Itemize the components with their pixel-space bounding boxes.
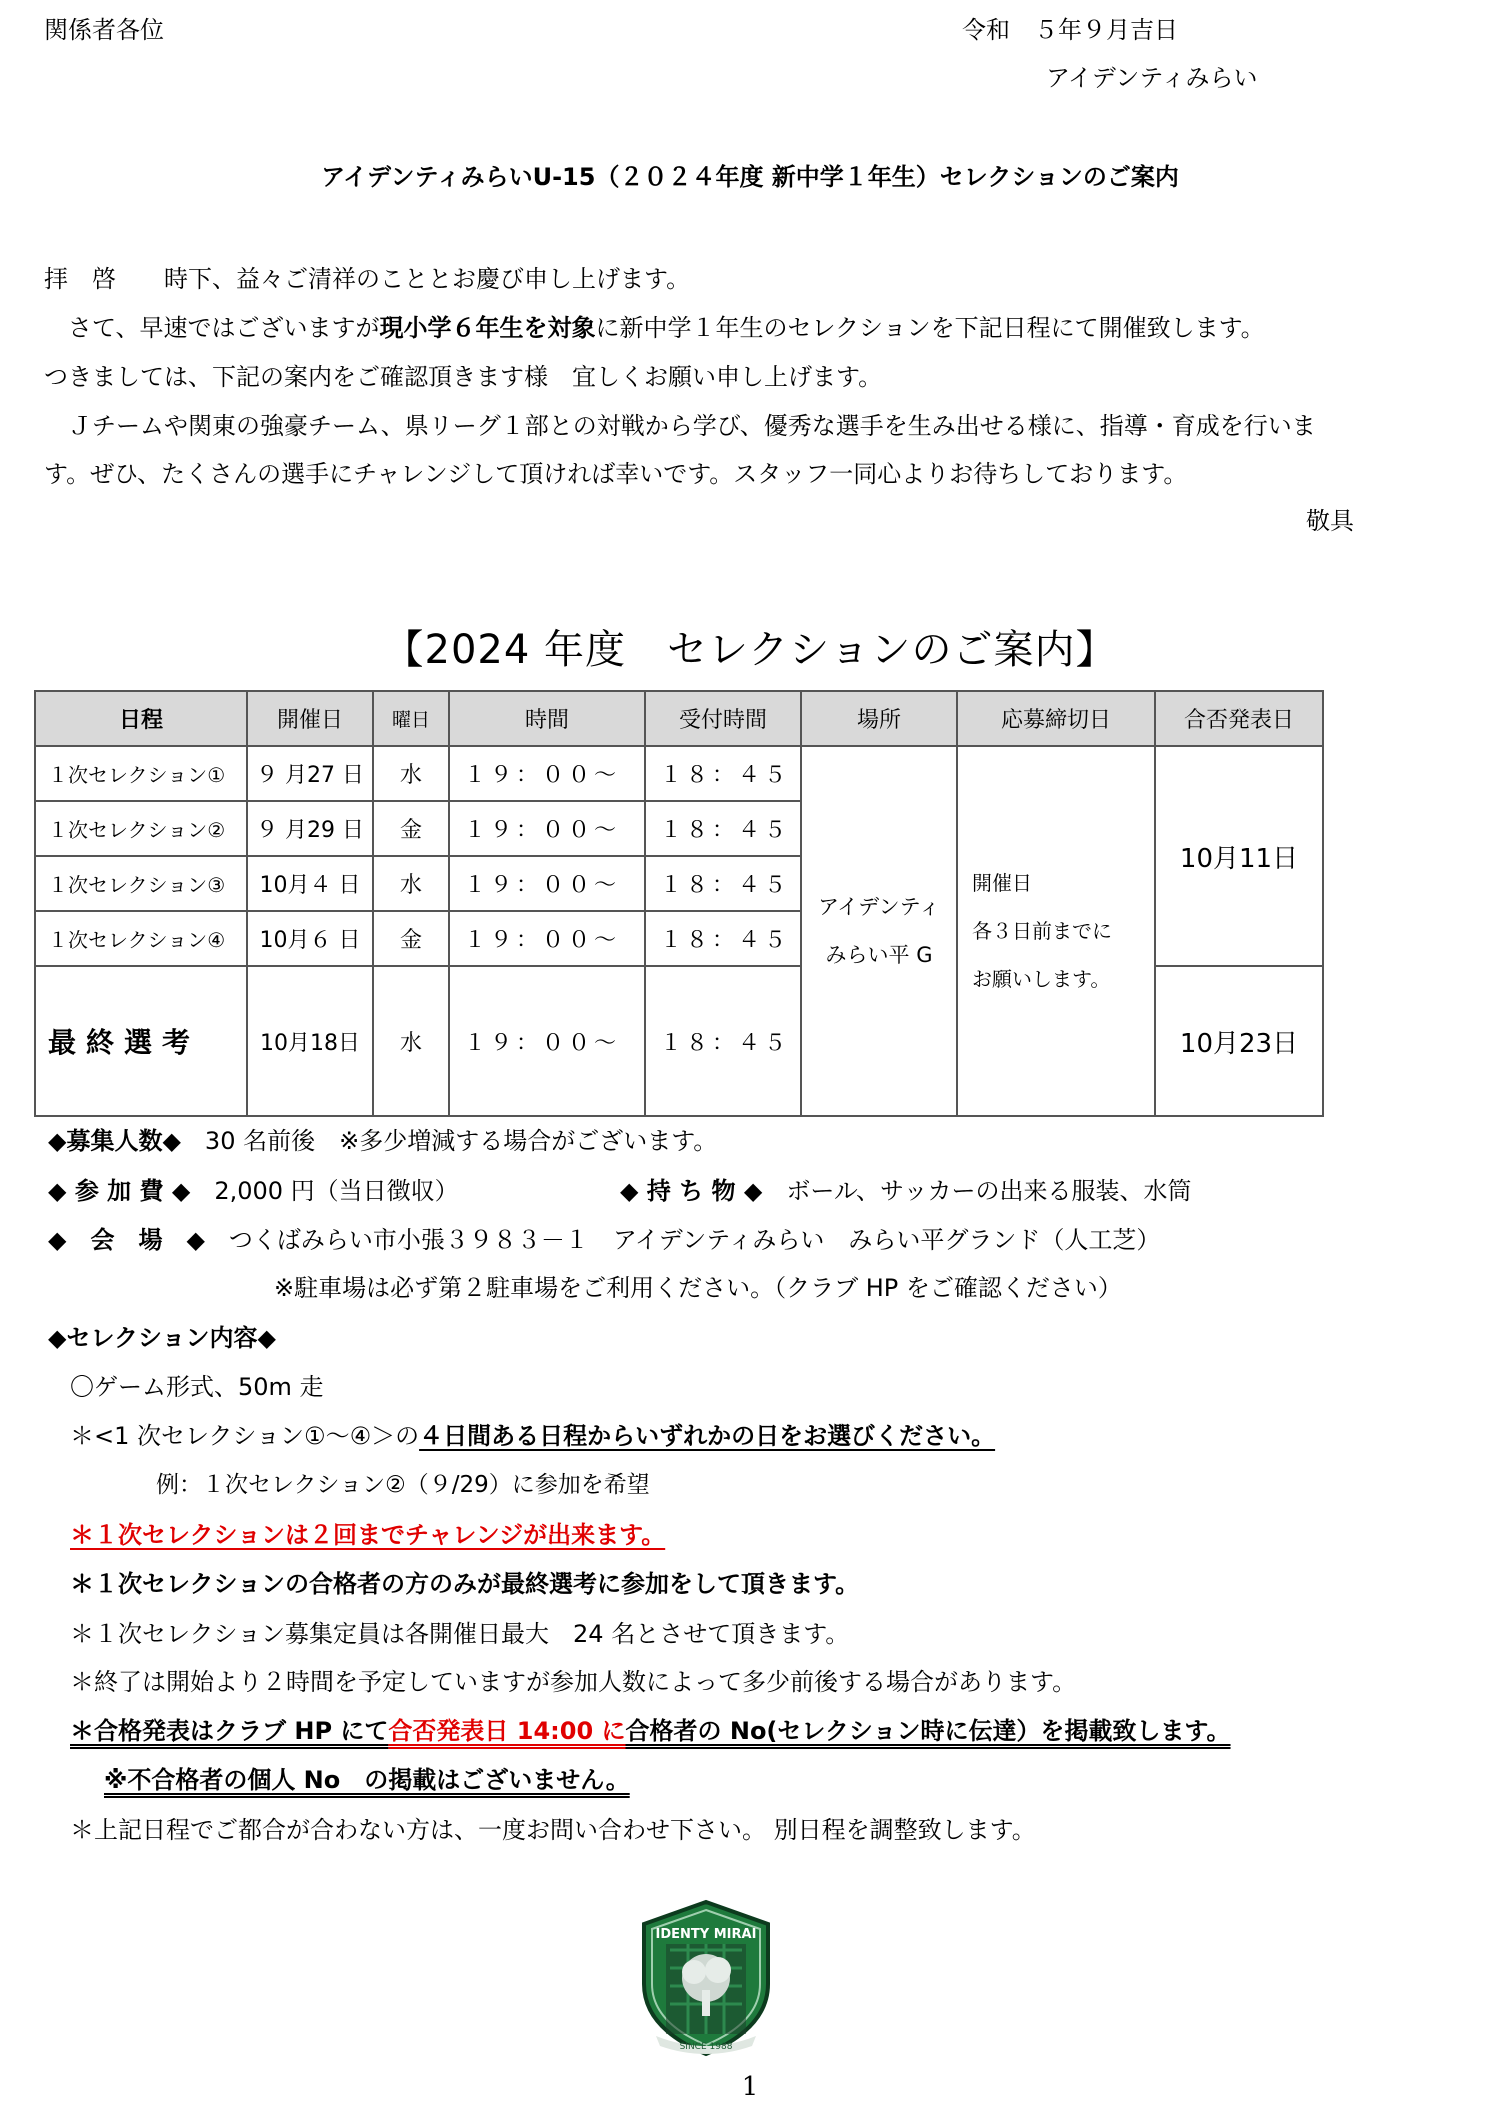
note-schedule-emphasis: ４日間ある日程からいずれかの日をお選びください。: [419, 1422, 996, 1450]
session-name: １次セレクション④: [35, 911, 247, 966]
header-cell: 場所: [801, 691, 957, 746]
header-cell: 受付時間: [645, 691, 801, 746]
session-reception: １８：４５: [645, 911, 801, 966]
note-final-eligibility: ＊１次セレクションの合格者の方のみが最終選考に参加をして頂きます。: [70, 1570, 860, 1598]
session-name: １次セレクション③: [35, 856, 247, 911]
note-results-time: 合否発表日 14:00 に: [388, 1717, 626, 1745]
items-label: ◆ 持 ち 物 ◆: [620, 1177, 763, 1205]
session-time: １９：００～: [449, 746, 645, 801]
header-cell: 合否発表日: [1155, 691, 1323, 746]
recruit-value: 30 名前後 ※多少増減する場合がございます。: [204, 1127, 718, 1155]
session-day: 金: [373, 911, 449, 966]
session-day: 水: [373, 856, 449, 911]
items-line: [620, 1171, 1191, 1206]
document-date: 令和 ５年９月吉日: [962, 16, 1178, 44]
parking-note: ※駐車場は必ず第２駐車場をご利用ください。（クラブ HP をご確認ください）: [274, 1274, 1122, 1302]
venue-value: つくばみらい市小張３９８３－１ アイデンティみらい みらい平グランド（人工芝）: [228, 1226, 1161, 1254]
note-duration: ＊終了は開始より２時間を予定していますが参加人数によって多少前後する場合があります。: [70, 1668, 1077, 1696]
session-reception: １８：４５: [645, 801, 801, 856]
note-contact: ＊上記日程でご都合が合わない方は、一度お問い合わせ下さい。 別日程を調整致します。: [70, 1816, 1036, 1844]
letter-line-5: す。ぜひ、たくさんの選手にチャレンジして頂ければ幸いです。スタッフ一同心よりお待ちしております。: [44, 460, 1188, 488]
note-results: ＊合格発表はクラブ HP にて合否発表日 14:00 に合格者の No(セレクション時に伝達）を掲載致します。: [70, 1717, 1231, 1745]
venue-label: ◆ 会 場 ◆: [48, 1226, 205, 1254]
note-no-fail-listing: ※不合格者の個人 No の掲載はございません。: [104, 1766, 630, 1794]
session-name: 最終選考: [35, 966, 247, 1116]
letter-line-4: Ｊチームや関東の強豪チーム、県リーグ１部との対戦から学び、優秀な選手を生み出せる様に、指導・育成を行いま: [44, 412, 1316, 440]
letter-line-3: つきましては、下記の案内をご確認頂きます様 宜しくお願い申し上げます。: [44, 363, 883, 391]
session-date: 10月18日: [247, 966, 373, 1116]
recipient: 関係者各位: [44, 16, 164, 44]
session-time: １９：００～: [449, 856, 645, 911]
session-time: １９：００～: [449, 911, 645, 966]
letter-line-2: さて、早速ではございますが現小学６年生を対象に新中学１年生のセレクションを下記日程にて開催致します。: [44, 314, 1265, 342]
session-day: 水: [373, 746, 449, 801]
header-cell: 曜日: [373, 691, 449, 746]
note-challenge: ＊１次セレクションは２回までチャレンジが出来ます。: [70, 1521, 666, 1549]
content-value: 〇ゲーム形式、50m 走: [70, 1373, 324, 1401]
session-day: 水: [373, 966, 449, 1116]
section-title: 【2024 年度 セレクションのご案内】: [383, 627, 1117, 673]
session-reception: １８：４５: [645, 966, 801, 1116]
logo-text-top: IDENTY MIRAI: [655, 1927, 757, 1942]
recruit-line: [48, 1121, 717, 1156]
session-name: １次セレクション①: [35, 746, 247, 801]
content-label: ◆セレクション内容◆: [48, 1324, 276, 1352]
result-date-first: 10月11日: [1155, 746, 1323, 966]
note-capacity: ＊１次セレクション募集定員は各開催日最大 24 名とさせて頂きます。: [70, 1620, 850, 1648]
target-emphasis: 現小学６年生を対象: [379, 314, 596, 342]
fee-line: [48, 1171, 459, 1206]
venue-cell: アイデンティ みらい平 G: [801, 746, 957, 1116]
logo-text-bottom: SINCE 1988: [679, 2042, 733, 2052]
club-crest-logo: [636, 1898, 776, 2058]
session-date: 10月６ 日: [247, 911, 373, 966]
session-day: 金: [373, 801, 449, 856]
fee-value: 2,000 円（当日徴収）: [214, 1177, 459, 1205]
table-header-row: [35, 691, 1323, 746]
schedule-table: [34, 690, 1324, 1117]
page-number: 1: [741, 2072, 759, 2102]
note-schedule-choice: ＊<1 次セレクション①～④＞の４日間ある日程からいずれかの日をお選びください。: [70, 1422, 996, 1450]
result-date-final: 10月23日: [1155, 966, 1323, 1116]
recruit-label: ◆募集人数◆: [48, 1127, 181, 1155]
table-row: [35, 746, 1323, 801]
header-cell: 時間: [449, 691, 645, 746]
session-time: １９：００～: [449, 966, 645, 1116]
closing: 敬具: [1306, 507, 1354, 535]
session-reception: １８：４５: [645, 746, 801, 801]
items-value: ボール、サッカーの出来る服装、水筒: [786, 1177, 1192, 1205]
venue-line: [48, 1220, 1160, 1255]
header-cell: 開催日: [247, 691, 373, 746]
session-name: １次セレクション②: [35, 801, 247, 856]
sender-org: アイデンティみらい: [1046, 64, 1258, 92]
session-time: １９：００～: [449, 801, 645, 856]
session-date: ９ 月27 日: [247, 746, 373, 801]
session-date: 10月４ 日: [247, 856, 373, 911]
header-cell: 応募締切日: [957, 691, 1155, 746]
header-cell: 日程: [35, 691, 247, 746]
fee-label: ◆ 参 加 費 ◆: [48, 1177, 191, 1205]
session-date: ９ 月29 日: [247, 801, 373, 856]
deadline-cell: 開催日 各３日前までに お願いします。: [957, 746, 1155, 1116]
example-note: 例：１次セレクション②（９/29）に参加を希望: [156, 1472, 650, 1498]
document-title: アイデンティみらいU-15（２０２４年度 新中学１年生）セレクションのご案内: [321, 163, 1179, 191]
greeting-line: 拝 啓 時下、益々ご清祥のこととお慶び申し上げます。: [44, 265, 691, 293]
session-reception: １８：４５: [645, 856, 801, 911]
